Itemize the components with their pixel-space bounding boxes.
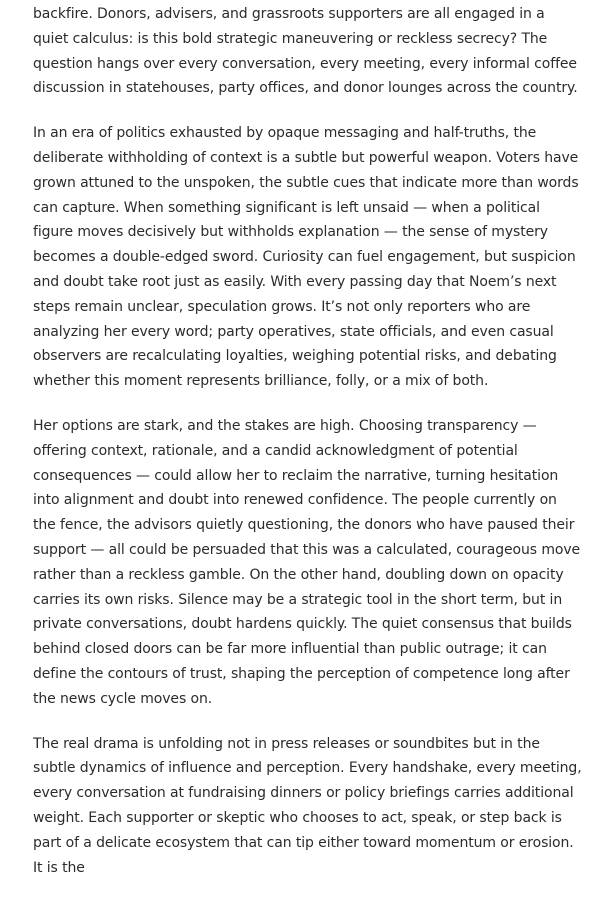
article-body (33, 2, 583, 900)
paragraph-3: Her options are stark, and the stakes are high. Choosing transparency — offering context, rationale, and a candid acknowledgment of potential consequences — could allow her to reclaim the narrative, turning hesitation into alignment and doubt into renewed confidence. The people currently on the fence, the advisors quietly questioning, the donors who have paused their support — all could be persuaded that this was a calculated, courageous move rather than a reckless gamble. On the other hand, doubling down on opacity carries its own risks. Silence may be a strategic tool in the short term, but in private conversations, doubt hardens quickly. The quiet consensus that builds behind closed doors can be far more influential than public outrage; it can define the contours of trust, shaping the perception of competence long after the news cycle moves on. (33, 417, 581, 707)
paragraph-1: backfire. Donors, advisers, and grassroots supporters are all engaged in a quiet calculus: is this bold strategic maneuvering or reckless secrecy? The question hangs over every conversation, every meeting, every informal coffee discussion in statehouses, party offices, and donor lounges across the country. (33, 6, 578, 97)
paragraph-4: The real drama is unfolding not in press releases or soundbites but in the subtle dynamics of influence and perception. Every handshake, every meeting, every conversation at fundraising dinners or policy briefings carries additional weight. Each supporter or skeptic who chooses to act, speak, or step back is part of a delicate ecosystem that can tip either toward momentum or erosion. It is the (33, 735, 582, 876)
paragraph-2: In an era of politics exhausted by opaque messaging and half-truths, the deliberate withholding of context is a subtle but powerful weapon. Voters have grown attuned to the unspoken, the subtle cues that indicate more than words can capture. When something significant is left unsaid — when a political figure moves decisively but withholds explanation — the sense of mystery becomes a double-edged sword. Curiosity can fuel engagement, but suspicion and doubt take root just as easily. With every passing day that Noem’s next steps remain unclear, speculation grows. It’s not only reporters who are analyzing her every word; party operatives, state officials, and even casual observers are recalculating loyalties, weighing potential risks, and debating whether this moment represents brilliance, folly, or a mix of both. (33, 125, 579, 390)
